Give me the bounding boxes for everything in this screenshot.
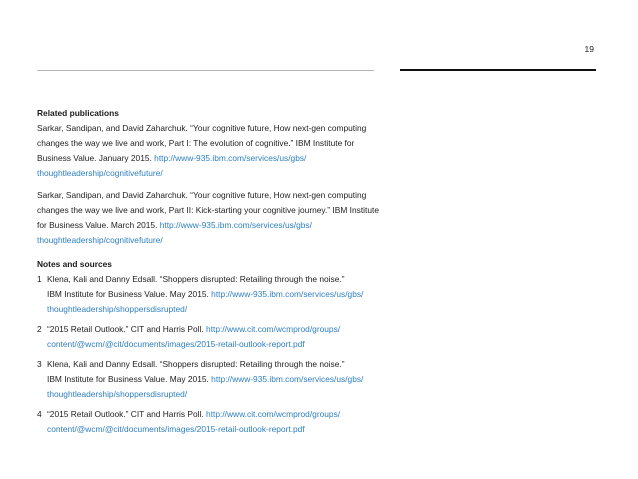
note-link-continued[interactable]: thoughtleadership/shoppersdisrupted/ xyxy=(47,389,188,399)
note-text-line: Klena, Kali and Danny Edsall. “Shoppers disrupted: Retailing through the noise.” xyxy=(47,359,345,369)
note-number: 2 xyxy=(37,324,42,334)
publication-link[interactable]: http://www-935.ibm.com/services/us/gbs/ xyxy=(159,220,312,230)
note-link[interactable]: http://www.cit.com/wcmprod/groups/ xyxy=(206,409,341,419)
note-link-continued[interactable]: content/@wcm/@cit/documents/images/2015-retail-outlook-report.pdf xyxy=(47,424,305,434)
note-link[interactable]: http://www-935.ibm.com/services/us/gbs/ xyxy=(211,374,364,384)
divider-right xyxy=(400,69,596,71)
publication-link-continued[interactable]: thoughtleadership/cognitivefuture/ xyxy=(37,235,163,245)
divider-left xyxy=(37,70,374,71)
note-number: 3 xyxy=(37,359,42,369)
note-item xyxy=(37,407,397,437)
note-number: 4 xyxy=(37,409,42,419)
note-link-continued[interactable]: thoughtleadership/shoppersdisrupted/ xyxy=(47,304,188,314)
page-number: 19 xyxy=(584,44,594,54)
note-text-line: Klena, Kali and Danny Edsall. “Shoppers disrupted: Retailing through the noise.” xyxy=(47,274,345,284)
publication-link-continued[interactable]: thoughtleadership/cognitivefuture/ xyxy=(37,168,163,178)
note-link[interactable]: http://www-935.ibm.com/services/us/gbs/ xyxy=(211,289,364,299)
notes-sources-heading: Notes and sources xyxy=(37,259,112,269)
publication-text-line: Sarkar, Sandipan, and David Zaharchuk. “Your cognitive future, How next-gen computing xyxy=(37,190,367,200)
note-text-line: IBM Institute for Business Value. May 2015. xyxy=(47,289,212,299)
publication-text-line: changes the way we live and work, Part I: The evolution of cognitive.” IBM Institute for xyxy=(37,138,355,148)
publication-link[interactable]: http://www-935.ibm.com/services/us/gbs/ xyxy=(154,153,307,163)
note-text-line: “2015 Retail Outlook.” CIT and Harris Poll. xyxy=(47,324,207,334)
publication-text-line: changes the way we live and work, Part II: Kick-starting your cognitive journey.” IBM Institute xyxy=(37,205,379,215)
document-body xyxy=(37,106,397,442)
note-text-line: IBM Institute for Business Value. May 2015. xyxy=(47,374,212,384)
note-item xyxy=(37,357,397,402)
related-publication-item xyxy=(37,188,397,248)
publication-text-line: Sarkar, Sandipan, and David Zaharchuk. “Your cognitive future, How next-gen computing xyxy=(37,123,367,133)
note-link[interactable]: http://www.cit.com/wcmprod/groups/ xyxy=(206,324,341,334)
publication-text-line: for Business Value. March 2015. xyxy=(37,220,160,230)
note-text-line: “2015 Retail Outlook.” CIT and Harris Poll. xyxy=(47,409,207,419)
note-item xyxy=(37,272,397,317)
publication-text-line: Business Value. January 2015. xyxy=(37,153,155,163)
note-number: 1 xyxy=(37,274,42,284)
related-publication-item xyxy=(37,121,397,181)
note-link-continued[interactable]: content/@wcm/@cit/documents/images/2015-retail-outlook-report.pdf xyxy=(47,339,305,349)
related-publications-heading: Related publications xyxy=(37,108,119,118)
note-item xyxy=(37,322,397,352)
